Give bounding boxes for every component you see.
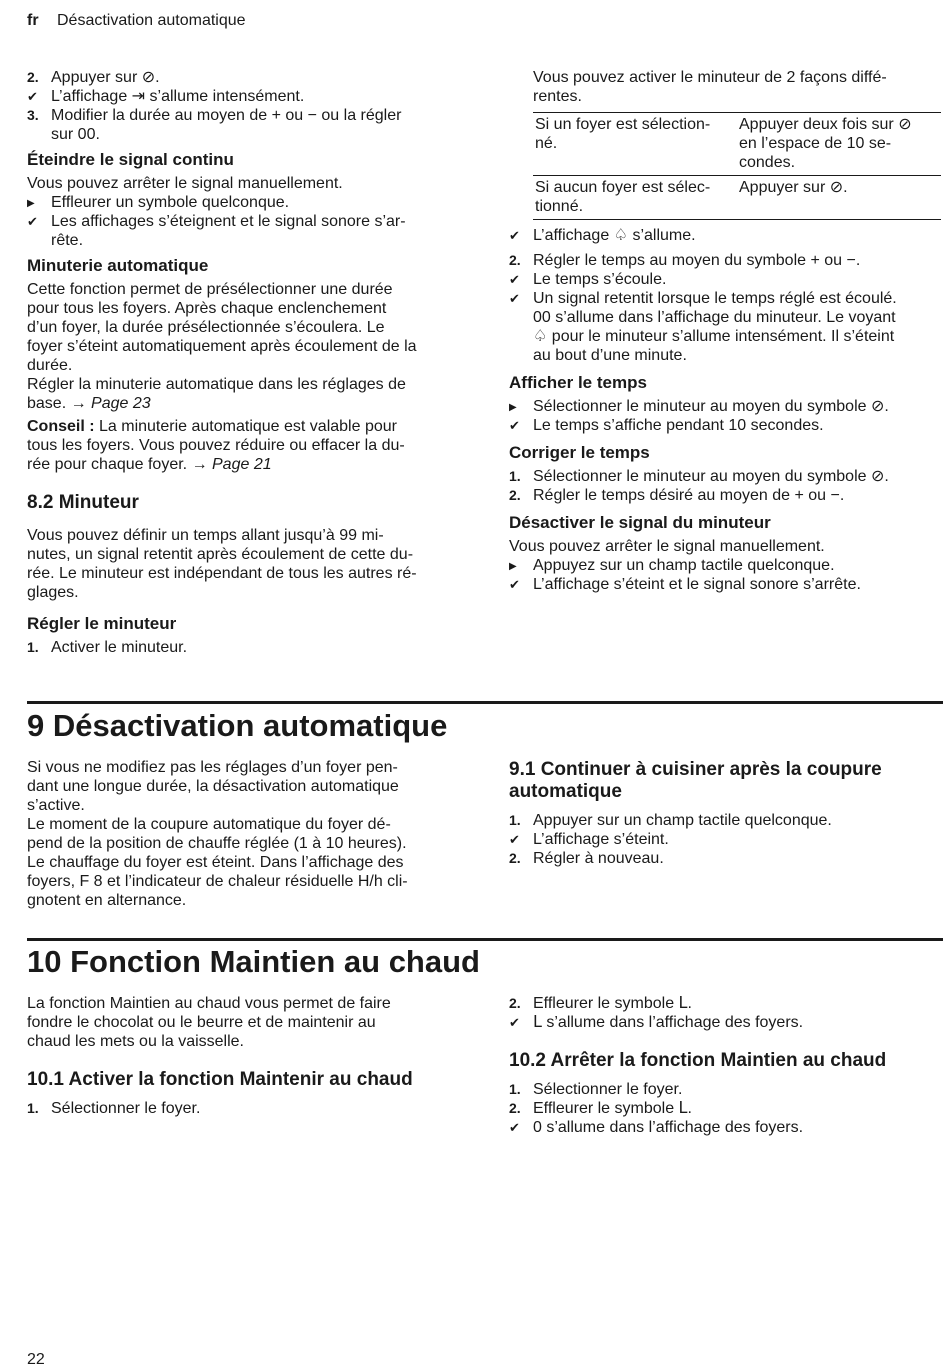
result-line: ✔ L’affichage s’éteint.	[509, 831, 669, 848]
activation-options-table	[533, 112, 941, 220]
right-column-top	[509, 68, 941, 594]
triangle-right-icon: ▶	[27, 198, 35, 209]
step-2: 2. Régler à nouveau.	[509, 850, 664, 867]
check-icon: ✔	[509, 228, 520, 243]
paragraph-minuteur: Vous pouvez définir un temps allant jusqu’à 99 mi- nutes, un signal retentit après écoulement de cette du- rée. Le minuteur est indépendant de tous les autres ré- glages.	[27, 527, 417, 601]
table-cell: Appuyer sur ⊘.	[737, 176, 941, 220]
check-icon: ✔	[509, 1120, 520, 1135]
action-line: ▶ Effleurer un symbole quelconque.	[27, 194, 290, 211]
step-number: 1.	[27, 1100, 39, 1116]
step-1: 1. Sélectionner le foyer.	[509, 1081, 683, 1098]
step-2: 2. Effleurer le symbole ᒪ.	[509, 1100, 692, 1117]
action-line: ▶ Appuyez sur un champ tactile quelconque.	[509, 557, 835, 574]
section9-right	[509, 759, 941, 868]
heading-10-2: 10.2 Arrêter la fonction Maintien au chaud	[509, 1050, 887, 1071]
heading-minuterie-automatique: Minuterie automatique	[27, 256, 209, 275]
paragraph: Vous pouvez arrêter le signal manuellement.	[27, 175, 343, 192]
paragraph-section9: Si vous ne modifiez pas les réglages d’un foyer pen- dant une longue durée, la désactivation automatique s’active. Le moment de la coupure automatique du foyer dé- pend de la position de chauffe réglée (1 à 10 heures). Le chauffage du foyer est éteint. Dans l’affichage des foyers, F 8 et l’indicateur de chaleur résiduelle H/h cli- gnotent en alternance.	[27, 759, 408, 909]
result-line: ✔ 0 s’allume dans l’affichage des foyers.	[509, 1119, 804, 1136]
result-line: ✔ L’affichage ⇥ s’allume intensément.	[27, 88, 305, 105]
check-icon: ✔	[27, 214, 38, 229]
section10-left	[27, 994, 457, 1118]
result-line: ✔ L’affichage ♤ s’allume.	[509, 227, 696, 244]
heading-regler-minuteur: Régler le minuteur	[27, 614, 177, 633]
section9-left	[27, 758, 457, 910]
step-number: 1.	[509, 812, 521, 828]
step-number: 1.	[27, 639, 39, 655]
conseil-label: Conseil :	[27, 418, 95, 435]
heading-afficher-temps: Afficher le temps	[509, 373, 647, 392]
step-number: 2.	[509, 1100, 521, 1116]
heading-signal-continu: Éteindre le signal continu	[27, 150, 234, 169]
step-number: 2.	[509, 252, 521, 268]
result-line: ✔ ᒪ s’allume dans l’affichage des foyers.	[509, 1014, 804, 1031]
step-1: 1. Appuyer sur un champ tactile quelconque.	[509, 812, 832, 829]
heading-8-2-minuteur: 8.2 Minuteur	[27, 492, 139, 513]
paragraph-intro: Vous pouvez activer le minuteur de 2 façons diffé- rentes.	[533, 69, 887, 105]
running-header-title: Désactivation automatique	[57, 12, 246, 29]
step-number: 1.	[509, 468, 521, 484]
triangle-right-icon: ▶	[509, 561, 517, 572]
step-1: 1. Sélectionner le foyer.	[27, 1100, 201, 1117]
step-number: 3.	[27, 107, 39, 123]
table-cell: Si aucun foyer est sélec- tionné.	[533, 176, 737, 220]
table-cell: Appuyer deux fois sur ⊘ en l’espace de 10 se- condes.	[737, 113, 941, 176]
language-code: fr	[27, 12, 39, 29]
heading-9-1: 9.1 Continuer à cuisiner après la coupure automatique	[509, 759, 882, 802]
table-row	[533, 176, 941, 220]
check-icon: ✔	[509, 832, 520, 847]
check-icon: ✔	[509, 577, 520, 592]
check-icon: ✔	[509, 272, 520, 287]
check-icon: ✔	[509, 1015, 520, 1030]
step-number: 2.	[509, 995, 521, 1011]
heading-corriger-temps: Corriger le temps	[509, 443, 650, 462]
section10-right	[509, 994, 941, 1137]
left-column-top	[27, 68, 457, 657]
page-number: 22	[27, 1351, 45, 1368]
heading-section-10: 10 Fonction Maintien au chaud	[27, 944, 480, 979]
heading-desactiver-signal: Désactiver le signal du minuteur	[509, 513, 771, 532]
page-reference-link[interactable]: → Page 21	[191, 456, 272, 473]
conseil-paragraph: Conseil : La minuterie automatique est valable pour tous les foyers. Vous pouvez réduire ou effacer la du- rée pour chaque foyer. → Page 21	[27, 418, 405, 473]
triangle-right-icon: ▶	[509, 402, 517, 413]
step-number: 1.	[509, 1081, 521, 1097]
result-line: ✔ Un signal retentit lorsque le temps réglé est écoulé. 00 s’allume dans l’affichage du minuteur. Le voyant ♤ pour le minuteur s’allume intensément. Il s’éteint au bout d’une minute.	[509, 290, 897, 364]
result-line: ✔ Le temps s’écoule.	[509, 271, 667, 288]
step-number: 2.	[509, 850, 521, 866]
table-cell: Si un foyer est sélection- né.	[533, 113, 737, 176]
result-line: ✔ L’affichage s’éteint et le signal sonore s’arrête.	[509, 576, 861, 593]
result-line: ✔ Les affichages s’éteignent et le signal sonore s’ar- rête.	[27, 213, 406, 249]
check-icon: ✔	[27, 89, 38, 104]
check-icon: ✔	[509, 291, 520, 306]
heading-10-1: 10.1 Activer la fonction Maintenir au chaud	[27, 1069, 413, 1090]
step-number: 2.	[27, 69, 39, 85]
step-2: 2. Effleurer le symbole ᒪ.	[509, 995, 692, 1012]
step-1: 1. Activer le minuteur.	[27, 639, 188, 656]
page-reference-link[interactable]: → Page 23	[70, 395, 151, 412]
step-number: 2.	[509, 487, 521, 503]
step-3: 3. Modifier la durée au moyen de + ou − ou la régler sur 00.	[27, 107, 402, 143]
step-1: 1. Sélectionner le minuteur au moyen du symbole ⊘.	[509, 468, 889, 485]
section-rule	[27, 938, 943, 941]
step-2: 2. Appuyer sur ⊘.	[27, 69, 160, 86]
step-2: 2. Régler le temps au moyen du symbole + ou −.	[509, 252, 861, 269]
result-line: ✔ Le temps s’affiche pendant 10 secondes.	[509, 417, 824, 434]
paragraph-section10: La fonction Maintien au chaud vous permet de faire fondre le chocolat ou le beurre et de maintenir au chaud les mets ou la vaisselle.	[27, 995, 391, 1050]
check-icon: ✔	[509, 418, 520, 433]
paragraph: Vous pouvez arrêter le signal manuellement.	[509, 538, 825, 555]
action-line: ▶ Sélectionner le minuteur au moyen du symbole ⊘.	[509, 398, 889, 415]
paragraph-minuterie: Cette fonction permet de présélectionner une durée pour tous les foyers. Après chaque enclenchement d’un foyer, la durée présélectionnée s’écoulera. Le foyer s’éteint automatiquement après écoulement de la durée. Régler la minuterie automatique dans les réglages de base. → Page 23	[27, 281, 417, 412]
step-2: 2. Régler le temps désiré au moyen de + ou −.	[509, 487, 845, 504]
heading-section-9: 9 Désactivation automatique	[27, 708, 448, 743]
section-rule	[27, 701, 943, 704]
table-row	[533, 113, 941, 176]
